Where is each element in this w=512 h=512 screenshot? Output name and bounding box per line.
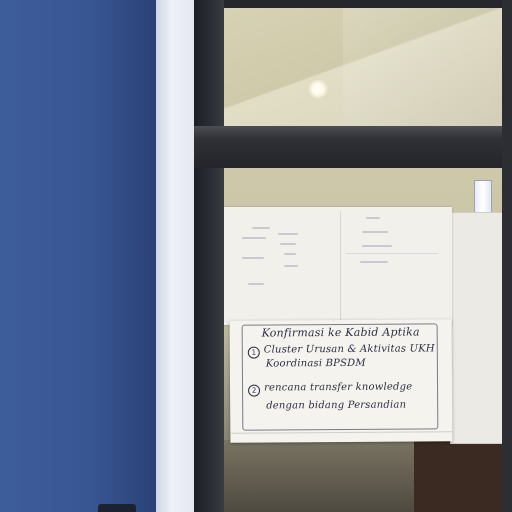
window-mullion (194, 126, 512, 168)
faint-scribble (242, 237, 266, 239)
handwritten-note (230, 319, 453, 443)
faint-scribble (284, 265, 298, 267)
ceiling-reflection (343, 8, 502, 128)
note-item-1-line-2: Koordinasi BPSDM (265, 357, 366, 370)
faint-scribble (366, 217, 380, 219)
faint-scribble (252, 227, 270, 229)
faint-scribble (362, 245, 392, 247)
note-item-2-line-2: dengan bidang Persandian (266, 399, 407, 412)
wall-shadow (92, 0, 158, 512)
paper-row-divider (346, 253, 438, 254)
dark-object (98, 504, 136, 512)
upper-paper-sheet (222, 207, 452, 325)
faint-scribble (242, 257, 264, 259)
faint-scribble (278, 233, 298, 235)
item-number-badge: 2 (248, 385, 260, 397)
note-item-2-line-1: rencana transfer knowledge (264, 381, 413, 394)
white-pillar (156, 0, 194, 512)
window-frame-left (194, 0, 224, 512)
interior-door (414, 440, 502, 512)
paper-fold (230, 431, 452, 434)
faint-scribble (284, 253, 296, 255)
item-number-badge: 1 (248, 347, 260, 359)
note-item-1-line-1: Cluster Urusan & Aktivitas UKH (263, 343, 435, 356)
faint-scribble (248, 283, 264, 285)
faint-scribble (280, 243, 296, 245)
ceiling-light (308, 80, 328, 98)
paper-column-divider (340, 211, 341, 321)
faint-scribble (362, 231, 388, 233)
window-frame-right (502, 0, 512, 512)
note-title: Konfirmasi ke Kabid Aptika (261, 325, 420, 340)
window-frame-top (194, 0, 512, 8)
back-paper-sheet (450, 212, 506, 444)
faint-scribble (360, 261, 388, 263)
